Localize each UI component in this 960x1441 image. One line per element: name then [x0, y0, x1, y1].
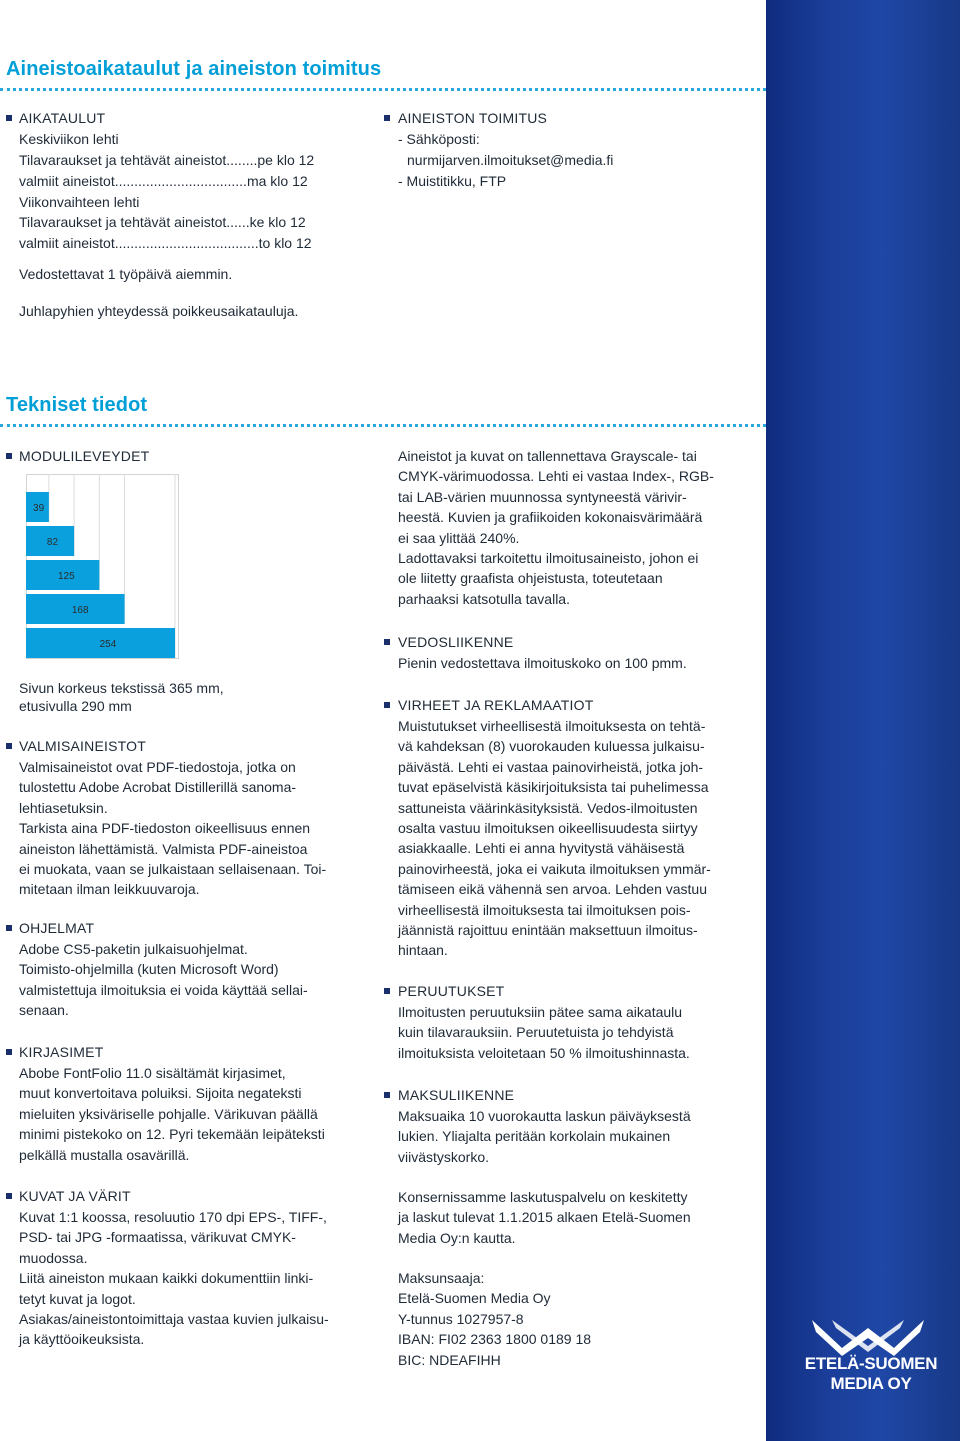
- body-line: CMYK-värimuodossa. Lehti ei vastaa Index-, RGB-: [398, 468, 714, 485]
- brand-stripe: [766, 0, 960, 1441]
- bullet-icon: [6, 453, 12, 459]
- body-line: tai LAB-värien muunnossa syntyneestä värivir-: [398, 488, 687, 505]
- chart-bar-label: 39: [33, 503, 45, 514]
- schedule-row-label: Tilavaraukset ja tehtävät aineistot: [19, 214, 227, 230]
- body-line: päivästä. Lehti ei vastaa painovirheistä, jotka joh-: [398, 758, 704, 775]
- body-line: viivästyskorko.: [398, 1148, 490, 1165]
- section-heading: OHJELMAT: [19, 920, 95, 936]
- bullet-icon: [6, 115, 12, 121]
- body-line: kuin tilavarauksiin. Peruutetuista jo tehdyistä: [398, 1024, 674, 1041]
- schedule-row-label: valmiit aineistot: [19, 235, 115, 251]
- body-line: Maksuaika 10 vuorokautta laskun päiväyksestä: [398, 1108, 691, 1124]
- delivery-line: - Muistitikku, FTP: [398, 173, 507, 189]
- schedule-row-dots: ......: [226, 214, 250, 230]
- chart-bar-label: 168: [71, 605, 89, 616]
- body-line: Asiakas/aineistontoimittaja vastaa kuvien julkaisu-: [19, 1311, 329, 1327]
- schedule-row: [19, 212, 306, 232]
- schedule-row-value: ma klo 12: [246, 173, 308, 189]
- body-line: ole liitetty graafista ohjeistusta, toteutetaan: [398, 570, 663, 587]
- title-divider: [0, 424, 766, 427]
- section-heading: KIRJASIMET: [19, 1044, 104, 1060]
- body-line: lehtiasetuksin.: [19, 799, 108, 816]
- billing-line: ja laskut tulevat 1.1.2015 alkaen Etelä-Suomen: [398, 1209, 691, 1226]
- body-line: jäännistä rajoittuu enintään maksettuun ilmoitus-: [398, 922, 698, 938]
- body-line: minimi pistekoko on 12. Pyri tekemään leipäteksti: [19, 1126, 325, 1143]
- delivery-line: - Sähköposti:: [398, 131, 480, 147]
- section-heading: MAKSULIIKENNE: [398, 1087, 515, 1103]
- billing-line: Media Oy:n kautta.: [398, 1229, 516, 1246]
- body-line: tetyt kuvat ja logot.: [19, 1290, 136, 1307]
- schedule-row-dots: ..................................: [114, 173, 247, 189]
- body-line: ei saa ylittää 240%.: [398, 529, 520, 546]
- body-line: Abobe FontFolio 11.0 sisältämät kirjasimet,: [19, 1065, 286, 1081]
- section-title-schedules: Aineistoaikataulut ja aineiston toimitus: [6, 58, 382, 80]
- weekday-paper-label: Keskiviikon lehti: [19, 131, 119, 147]
- body-line: tämiseen eikä vähennä sen arvoa. Lehden vastuu: [398, 881, 707, 898]
- schedule-row-label: valmiit aineistot: [19, 173, 115, 189]
- holiday-note: Juhlapyhien yhteydessä poikkeusaikatauluja.: [19, 303, 299, 319]
- bullet-icon: [6, 1049, 12, 1055]
- body-line: parhaaksi katsotulla tavalla.: [398, 590, 570, 607]
- body-line: virheellisestä ilmoituksesta tai ilmoituksen pois-: [398, 901, 691, 918]
- schedule-heading: AIKATAULUT: [19, 110, 106, 126]
- modules-heading: MODULILEVEYDET: [19, 448, 150, 464]
- body-line: Pienin vedostettava ilmoituskoko on 100 pmm.: [398, 655, 687, 671]
- body-line: ei muokata, vaan se julkaistaan sellaisenaan. Toi-: [19, 861, 327, 877]
- payee-line: Maksunsaaja:: [398, 1270, 485, 1286]
- bullet-icon: [6, 1193, 12, 1199]
- body-line: Muistutukset virheellisestä ilmoituksesta on tehtä-: [398, 718, 706, 734]
- page-height-note: Sivun korkeus tekstissä 365 mm,: [19, 680, 224, 696]
- section-heading: PERUUTUKSET: [398, 983, 505, 999]
- body-line: sattuneista väärinkäsityksistä. Vedos-ilmoitusten: [398, 799, 698, 816]
- body-line: senaan.: [19, 1002, 69, 1019]
- body-line: Adobe CS5-paketin julkaisuohjelmat.: [19, 941, 248, 957]
- schedule-row-dots: ........: [226, 152, 258, 168]
- body-line: lukien. Yliajalta peritään korkolain mukainen: [398, 1128, 671, 1145]
- body-line: tuvat epäselvistä käsikirjoituksista tai puhelimessa: [398, 779, 709, 796]
- payee-line: BIC: NDEAFIHH: [398, 1351, 501, 1368]
- schedule-note: Vedostettavat 1 työpäivä aiemmin.: [19, 266, 233, 282]
- weekend-paper-label: Viikonvaihteen lehti: [19, 194, 140, 210]
- body-line: painovirheestä, joka ei vaikuta ilmoituksen ymmär-: [398, 860, 711, 877]
- bullet-icon: [6, 925, 12, 931]
- bullet-icon: [384, 702, 390, 708]
- body-line: osalta vastuu ilmoituksen oikeellisuudesta siirtyy: [398, 820, 698, 836]
- body-line: pelkällä mustalla osavärillä.: [19, 1146, 190, 1163]
- body-line: heestä. Kuvien ja grafiikoiden kokonaisvärimäärä: [398, 509, 703, 526]
- bullet-icon: [6, 743, 12, 749]
- schedule-row-value: pe klo 12: [257, 152, 315, 168]
- bullet-icon: [384, 639, 390, 645]
- schedule-row-label: Tilavaraukset ja tehtävät aineistot: [19, 152, 227, 168]
- schedule-row: [19, 171, 308, 191]
- body-line: asiakkaalle. Lehti ei anna hyvitystä vähäisestä: [398, 840, 685, 857]
- body-line: PSD- tai JPG -formaatissa, värikuvat CMYK-: [19, 1229, 296, 1246]
- body-line: valmistettuja ilmoituksia ei voida käyttää sellai-: [19, 981, 308, 998]
- body-line: Aineistot ja kuvat on tallennettava Grayscale- tai: [398, 448, 697, 464]
- company-logo-text: ETELÄ-SUOMEN MEDIA OY: [804, 1354, 938, 1393]
- section-heading: KUVAT JA VÄRIT: [19, 1188, 131, 1204]
- body-line: mitetaan ilman leikkuuvaroja.: [19, 881, 200, 898]
- title-divider: [0, 88, 766, 91]
- bullet-icon: [384, 988, 390, 994]
- payee-line: Y-tunnus 1027957-8: [398, 1310, 524, 1327]
- body-line: vä kahdeksan (8) vuorokauden kuluessa julkaisu-: [398, 738, 705, 755]
- section-title-technical: Tekniset tiedot: [6, 394, 148, 416]
- body-line: Toimisto-ohjelmilla (kuten Microsoft Word): [19, 961, 279, 978]
- section-heading: VEDOSLIIKENNE: [398, 634, 514, 650]
- body-line: aineiston lähettämistä. Valmista PDF-aineistoa: [19, 840, 308, 857]
- section-heading: VALMISAINEISTOT: [19, 738, 146, 754]
- body-line: muodossa.: [19, 1249, 88, 1266]
- schedule-row: [19, 233, 312, 253]
- body-line: Valmisaineistot ovat PDF-tiedostoja, jotka on: [19, 759, 296, 775]
- schedule-row-value: to klo 12: [258, 235, 312, 251]
- schedule-row: [19, 150, 361, 170]
- schedule-row-value: ke klo 12: [249, 214, 306, 230]
- schedule-row-dots: .....................................: [114, 235, 259, 251]
- billing-line: Konsernissamme laskutuspalvelu on keskitetty: [398, 1189, 688, 1205]
- body-line: tulostettu Adobe Acrobat Distillerillä sanoma-: [19, 779, 297, 796]
- chart-bar-label: 82: [46, 537, 59, 548]
- payee-line: IBAN: FI02 2363 1800 0189 18: [398, 1331, 592, 1348]
- section-heading: VIRHEET JA REKLAMAATIOT: [398, 697, 594, 713]
- body-line: mieluiten yksiväriselle pohjalle. Värikuvan päällä: [19, 1105, 318, 1122]
- body-line: Tarkista aina PDF-tiedoston oikeellisuus ennen: [19, 820, 311, 837]
- body-line: hintaan.: [398, 942, 448, 959]
- page-height-note: etusivulla 290 mm: [19, 698, 132, 714]
- bullet-icon: [384, 115, 390, 121]
- payee-line: Etelä-Suomen Media Oy: [398, 1290, 551, 1307]
- body-line: ja käyttöoikeuksista.: [19, 1331, 145, 1348]
- delivery-heading: AINEISTON TOIMITUS: [398, 110, 548, 126]
- chart-bar-label: 254: [99, 639, 117, 650]
- body-line: Ladottavaksi tarkoitettu ilmoitusaineisto, johon ei: [398, 550, 699, 566]
- body-line: Liitä aineiston mukaan kaikki dokumenttiin linki-: [19, 1270, 314, 1287]
- bullet-icon: [384, 1092, 390, 1098]
- body-line: ilmoituksista veloitetaan 50 % ilmoitushinnasta.: [398, 1044, 690, 1061]
- module-width-chart: [26, 474, 182, 662]
- body-line: Ilmoitusten peruutuksiin pätee sama aikataulu: [398, 1004, 683, 1020]
- body-line: Kuvat 1:1 koossa, resoluutio 170 dpi EPS-, TIFF-,: [19, 1209, 327, 1225]
- body-line: muut konvertoitava poluiksi. Sijoita negateksti: [19, 1085, 302, 1102]
- delivery-email: nurmijarven.ilmoitukset@media.fi: [407, 152, 614, 168]
- chart-bar-label: 125: [57, 571, 75, 582]
